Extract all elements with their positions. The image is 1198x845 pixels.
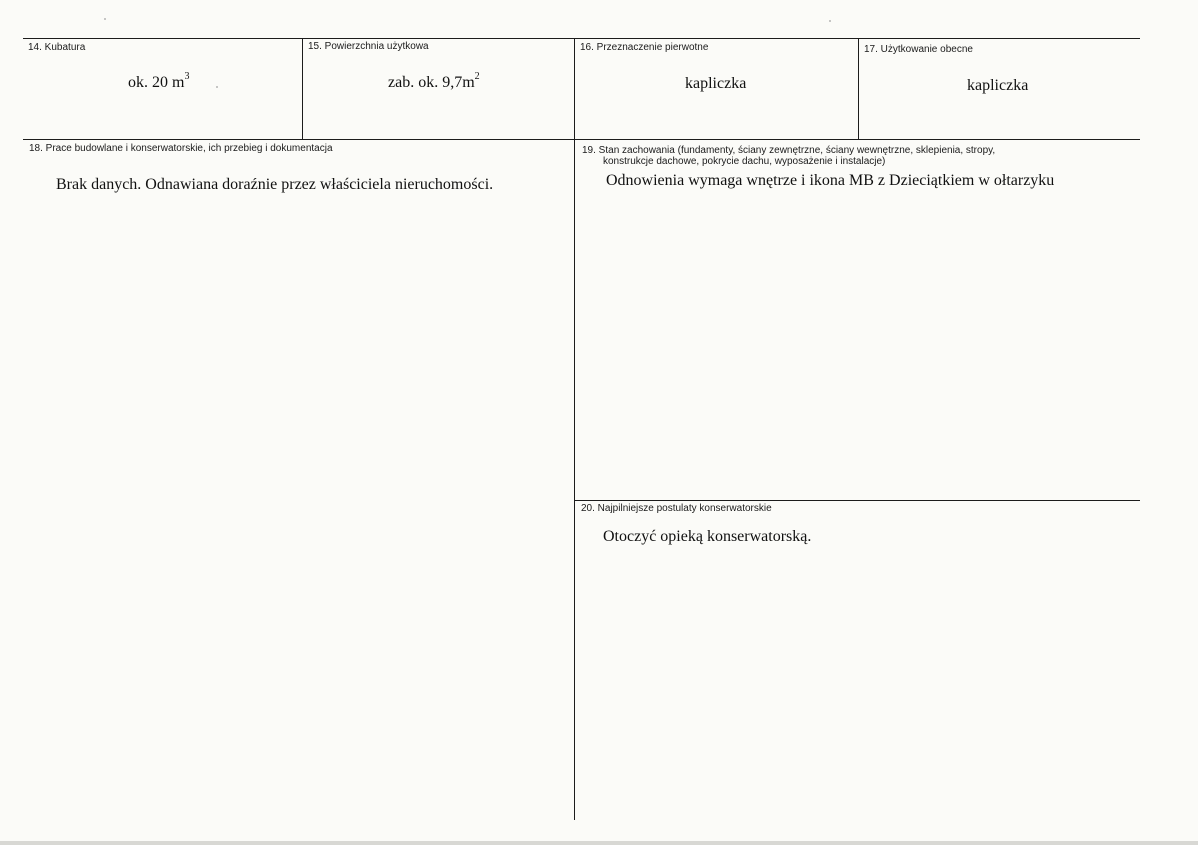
- field-16-value: kapliczka: [685, 75, 747, 92]
- top-rule: [23, 38, 1140, 39]
- field-14-value: [128, 70, 190, 92]
- scan-speck: [216, 86, 218, 88]
- field-14-value-exponent: 3: [184, 70, 190, 82]
- field-15-value: [388, 70, 480, 92]
- field-14-value-main: ok. 20 m: [128, 74, 185, 91]
- field-17-value: kapliczka: [967, 77, 1029, 94]
- field-16-label: 16. Przeznaczenie pierwotne: [580, 42, 709, 53]
- scan-speck: [104, 18, 106, 20]
- field-17-label: 17. Użytkowanie obecne: [864, 44, 973, 55]
- section-20-top-rule: [574, 500, 1140, 501]
- field-18-value: Brak danych. Odnawiana doraźnie przez właściciela nieruchomości.: [56, 176, 494, 193]
- field-19-label-line1: 19. Stan zachowania (fundamenty, ściany zewnętrzne, ściany wewnętrzne, sklepienia, stropy,: [582, 145, 996, 156]
- field-20-label: 20. Najpilniejsze postulaty konserwatorskie: [581, 503, 772, 514]
- col-divider-3: [858, 38, 859, 139]
- field-15-value-exponent: 2: [474, 70, 480, 82]
- col-divider-1: [302, 38, 303, 139]
- field-20-value: Otoczyć opieką konserwatorską.: [603, 528, 812, 545]
- row-divider: [23, 139, 1140, 140]
- col-divider-2: [574, 38, 575, 820]
- field-18-label: 18. Prace budowlane i konserwatorskie, ich przebieg i dokumentacja: [29, 143, 333, 154]
- field-15-value-main: zab. ok. 9,7m: [388, 74, 475, 91]
- field-19-label-line2: konstrukcje dachowe, pokrycie dachu, wyposażenie i instalacje): [603, 156, 886, 167]
- scan-speck: [829, 20, 831, 22]
- field-14-label: 14. Kubatura: [28, 42, 86, 53]
- field-19-value: Odnowienia wymaga wnętrze i ikona MB z Dzieciątkiem w ołtarzyku: [606, 172, 1055, 189]
- field-15-label: 15. Powierzchnia użytkowa: [308, 41, 429, 52]
